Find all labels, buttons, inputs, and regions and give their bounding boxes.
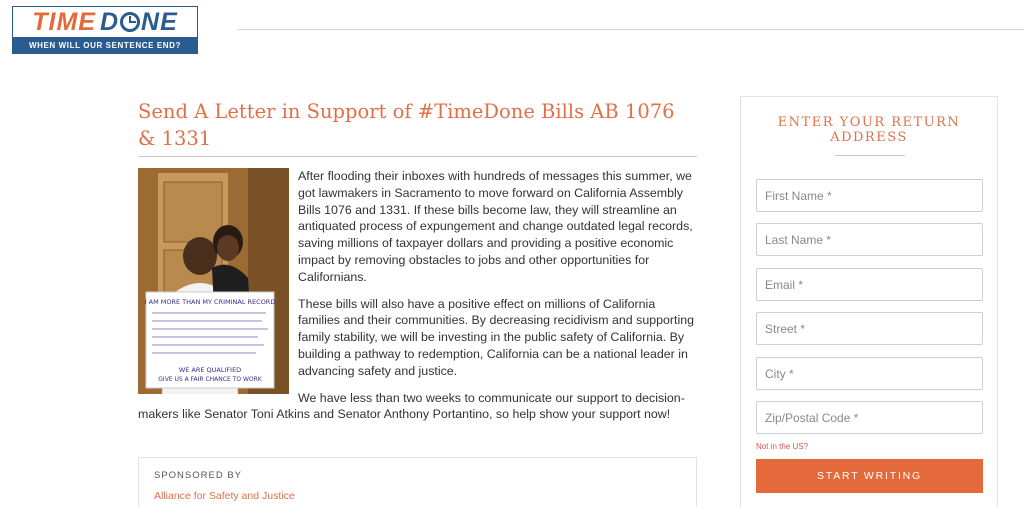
- start-writing-button[interactable]: START WRITING: [756, 459, 983, 493]
- sponsor-box: [138, 457, 697, 507]
- logo-letters-ne: NE: [141, 7, 178, 36]
- sign-qualified: WE ARE QUALIFIED: [178, 366, 242, 374]
- paragraph-1: After flooding their inboxes with hundreds of messages this summer, we got lawmakers in Sacramento to move forward on California Assembly Bills 1076 and 1331. If these bills become law, they will streamline an antiquated process of expungement and change outdated legal records, saving millions of taxpayer dollars and providing a positive economic impact by removing obstacles to jobs and other opportunities for Californians.: [298, 169, 693, 284]
- logo-word-time: TIME: [32, 7, 96, 36]
- logo-wordmark: [13, 7, 197, 37]
- street-field[interactable]: [756, 312, 983, 345]
- letter-body: [138, 168, 698, 433]
- form-title: ENTER YOUR RETURN ADDRESS: [777, 115, 961, 145]
- last-name-field[interactable]: [756, 223, 983, 256]
- clock-icon: [120, 12, 140, 32]
- paragraph-3: We have less than two weeks to communicate our support to decision-makers like Senator Toni Atkins and Senator Anthony Portantino, so help show your support now!: [138, 390, 685, 422]
- logo-word-done: [100, 8, 178, 37]
- header-divider: [238, 29, 1024, 30]
- sponsor-label: SPONSORED BY: [154, 470, 243, 481]
- sponsor-link[interactable]: Alliance for Safety and Justice: [154, 490, 295, 502]
- page-title: Send A Letter in Support of #TimeDone Bills AB 1076 & 1331: [138, 100, 675, 150]
- logo-letter-d: D: [99, 7, 120, 36]
- not-in-us-link[interactable]: Not in the US?: [756, 442, 809, 451]
- sign-fair-chance: GIVE US A FAIR CHANCE TO WORK: [158, 376, 262, 383]
- first-name-field[interactable]: [756, 179, 983, 212]
- city-field[interactable]: [756, 357, 983, 390]
- title-divider: [138, 156, 697, 157]
- sign-headline: I AM MORE THAN MY CRIMINAL RECORD: [144, 298, 276, 306]
- zip-field[interactable]: [756, 401, 983, 434]
- email-field[interactable]: [756, 268, 983, 301]
- return-address-form: [740, 96, 998, 507]
- paragraph-2: These bills will also have a positive effect on millions of California families and their communities. By decreasing recidivism and supporting family stability, we will be investing in the public safety of California. By building a pathway to redemption, California can be a national leader in advancing safety and justice.: [298, 296, 694, 378]
- logo-tagline: WHEN WILL OUR SENTENCE END?: [13, 37, 197, 53]
- form-title-divider: [835, 155, 905, 156]
- timedone-logo[interactable]: [12, 6, 198, 54]
- photo-spacer: [138, 168, 289, 394]
